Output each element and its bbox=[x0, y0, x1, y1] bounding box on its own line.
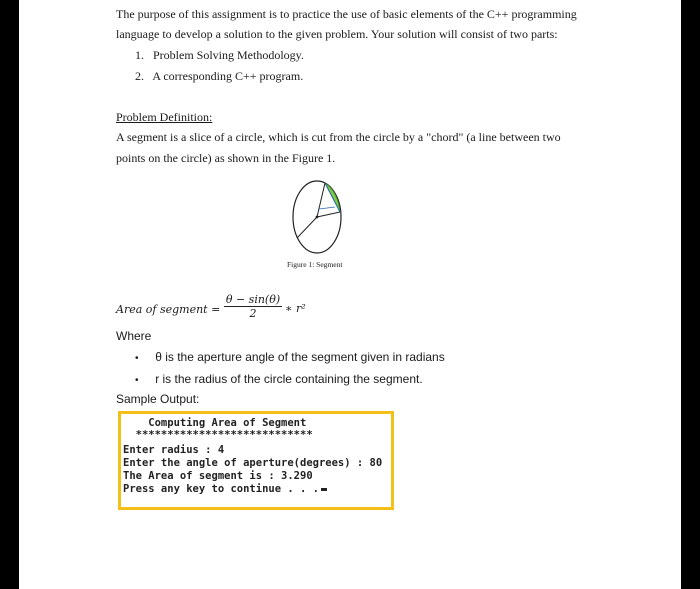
console-line: Computing Area of Segment bbox=[123, 417, 307, 429]
problem-line-1: A segment is a slice of a circle, which is cut from the circle by a "chord" (a line between two bbox=[116, 130, 561, 144]
document-page bbox=[19, 0, 681, 589]
list-item-number: 2. bbox=[135, 69, 144, 83]
sample-output-label: Sample Output: bbox=[116, 392, 200, 406]
bullet-item-2 bbox=[135, 372, 423, 386]
problem-heading: Problem Definition: bbox=[116, 110, 213, 124]
intro-line-2: language to develop a solution to the given problem. Your solution will consist of two parts: bbox=[116, 27, 558, 41]
list-item-text: Problem Solving Methodology. bbox=[153, 48, 304, 62]
bullet-dot: • bbox=[135, 353, 139, 364]
list-item-number: 1. bbox=[135, 48, 144, 62]
list-item-text: A corresponding C++ program. bbox=[152, 69, 304, 83]
problem-line-2: points on the circle) as shown in the Figure 1. bbox=[116, 151, 336, 165]
console-line: Press any key to continue . . . bbox=[123, 483, 319, 495]
bullet-item-1 bbox=[135, 350, 445, 364]
console-window bbox=[118, 411, 394, 510]
formula-fraction bbox=[224, 293, 282, 320]
console-line: The Area of segment is : 3.290 bbox=[123, 470, 313, 482]
formula-tail: ∗ r² bbox=[285, 302, 306, 315]
figure-caption: Figure 1: Segment bbox=[287, 260, 343, 269]
formula-denominator: 2 bbox=[249, 307, 257, 320]
cursor-icon bbox=[321, 488, 327, 491]
list-item-1 bbox=[135, 48, 304, 63]
console-screen bbox=[121, 414, 391, 507]
console-line: **************************** bbox=[123, 429, 313, 441]
where-label: Where bbox=[116, 329, 152, 343]
console-line: Enter radius : 4 bbox=[123, 444, 225, 456]
bullet-dot: • bbox=[135, 375, 139, 386]
segment-figure bbox=[285, 176, 349, 258]
formula-lhs: Area of segment = bbox=[116, 303, 221, 316]
formula-numerator: θ − sin(θ) bbox=[225, 293, 281, 306]
list-item-2 bbox=[135, 69, 303, 84]
bullet-text: r is the radius of the circle containing the segment. bbox=[155, 372, 423, 386]
intro-line-1: The purpose of this assignment is to practice the use of basic elements of the C++ programming bbox=[116, 7, 577, 21]
console-last-line bbox=[123, 483, 327, 495]
bullet-text: θ is the aperture angle of the segment given in radians bbox=[155, 350, 445, 364]
console-line: Enter the angle of aperture(degrees) : 80 bbox=[123, 457, 383, 469]
